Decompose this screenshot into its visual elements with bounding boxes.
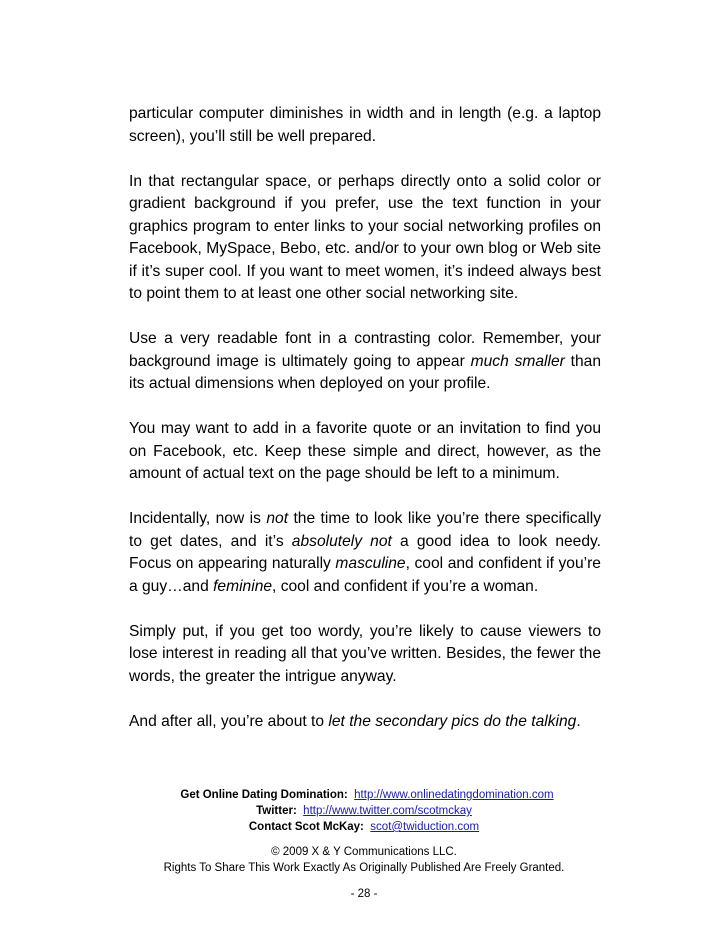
text-run: You may want to add in a favorite quote or an invitation to find you on Facebook, etc. Keep these simple and direct, however, as the amount of actual text on the page should be left to a minimum. <box>129 420 601 482</box>
emphasized-text: absolutely not <box>291 532 392 550</box>
body-paragraph <box>129 418 601 486</box>
emphasized-text: let the secondary pics do the talking <box>328 712 577 730</box>
text-run: And after all, you’re about to <box>129 712 329 730</box>
body-paragraph <box>129 621 601 689</box>
text-run: Use a very readable font in a contrasting color. Remember, your background image is ultimately going to appear <box>129 330 601 370</box>
emphasized-text: masculine <box>335 555 406 572</box>
text-run: , cool and confident if you’re a woman. <box>272 577 539 595</box>
book-link[interactable]: http://www.onlinedatingdomination.com <box>354 789 554 801</box>
twitter-label: Twitter: <box>256 805 297 817</box>
text-run: Incidentally, now is <box>129 510 267 527</box>
contact-label: Contact Scot McKay: <box>248 821 364 833</box>
body-text <box>129 103 601 733</box>
text-run: than its actual dimensions when deployed on your profile. <box>129 352 602 392</box>
emphasized-text: much smaller <box>470 352 565 370</box>
emphasized-text: feminine <box>213 577 273 595</box>
rights-notice: Rights To Share This Work Exactly As Originally Published Are Freely Granted. <box>163 862 565 874</box>
contact-link[interactable]: scot@twiduction.com <box>370 821 480 833</box>
text-run: In that rectangular space, or perhaps directly onto a solid color or gradient background if you prefer, use the text function in your graphics program to enter links to your social networking profiles on Facebook, MySpace, Bebo, etc. and/or to your own blog or Web site if it’s super cool. If you want to meet women, it’s indeed always best to point them to at least one other social networking site. <box>129 172 601 302</box>
footer-twitter-line <box>0 803 728 819</box>
body-paragraph <box>129 328 601 396</box>
text-run: Simply put, if you get too wordy, you’re likely to cause viewers to lose interest in reading all that you’ve written. Besides, the fewer the words, the greater the intrigue anyway. <box>129 622 601 685</box>
text-run: . <box>576 712 581 730</box>
body-paragraph <box>129 103 601 148</box>
book-label: Get Online Dating Domination: <box>180 789 348 801</box>
body-paragraph <box>129 508 601 598</box>
text-run: particular computer diminishes in width and in length (e.g. a laptop screen), you’ll still be well prepared. <box>129 105 601 145</box>
copyright-notice: © 2009 X & Y Communications LLC. <box>271 846 457 858</box>
page-number: - 28 - <box>350 888 378 900</box>
footer-book-line <box>0 787 728 803</box>
text-run: the time to look like you’re there specifically to get dates, and it’s <box>129 510 601 550</box>
text-run: , cool and confident if you’re a guy…and <box>129 555 601 595</box>
text-run: a good idea to look needy. Focus on appearing naturally <box>129 532 601 572</box>
body-paragraph <box>129 171 601 306</box>
twitter-link[interactable]: http://www.twitter.com/scotmckay <box>303 805 472 817</box>
emphasized-text: not <box>266 510 289 527</box>
footer-contact-line <box>0 819 728 835</box>
body-paragraph <box>129 711 601 734</box>
